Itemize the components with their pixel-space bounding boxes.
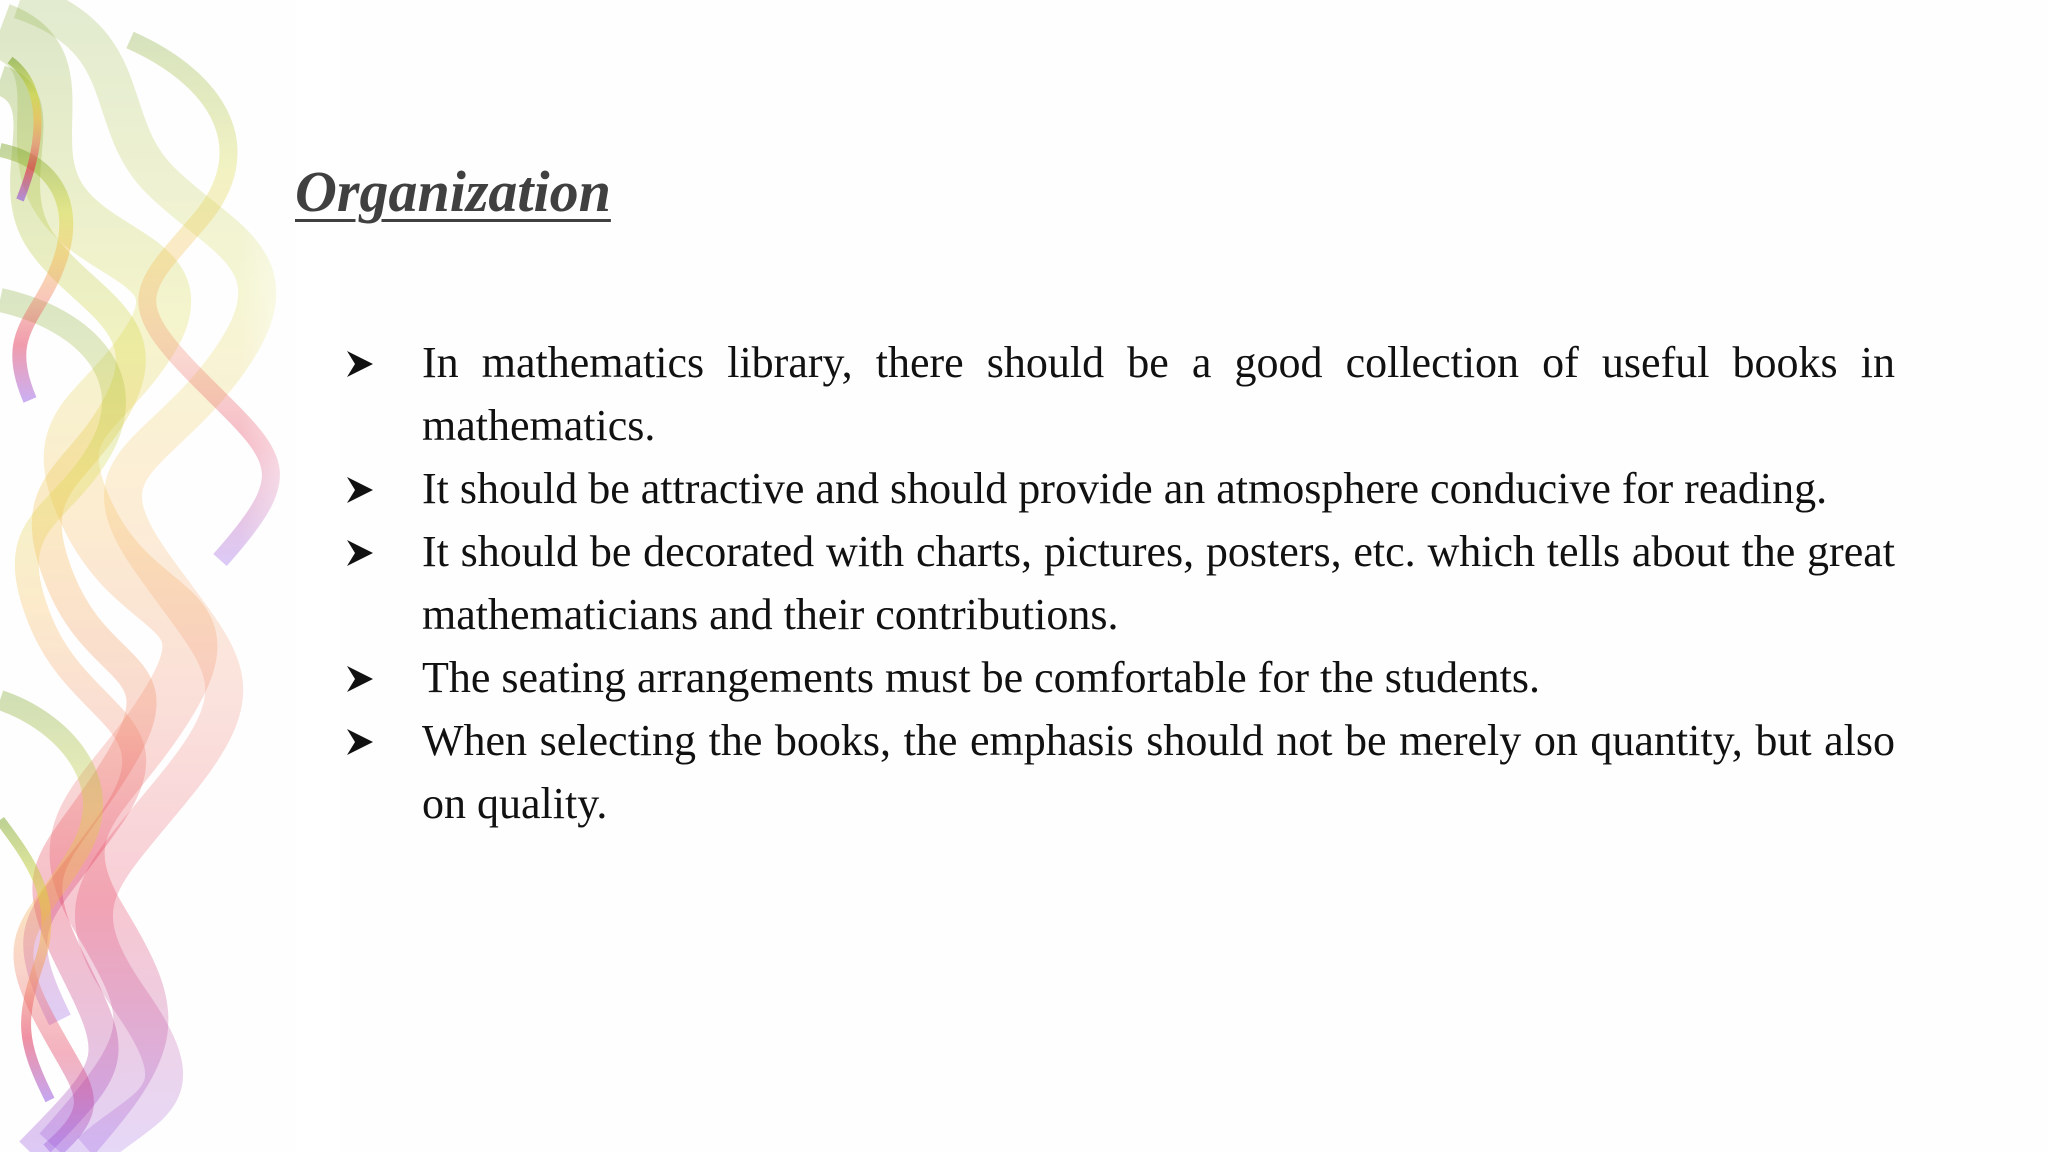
bullet-text: It should be decorated with charts, pictures, posters, etc. which tells about the great mathematicians and their contributions.	[422, 527, 1895, 639]
bullet-item	[345, 520, 1895, 646]
bullet-list	[345, 331, 1895, 835]
bullet-item	[345, 457, 1895, 520]
bullet-item	[345, 646, 1895, 709]
arrowhead-bullet-icon	[345, 538, 375, 568]
bullet-text: It should be attractive and should provide an atmosphere conducive for reading.	[422, 464, 1828, 513]
bullet-item	[345, 709, 1895, 835]
bullet-text: In mathematics library, there should be a good collection of useful books in mathematics.	[422, 338, 1895, 450]
slide-title: Organization	[295, 159, 611, 224]
bullet-text: The seating arrangements must be comfortable for the students.	[422, 653, 1540, 702]
bullet-item	[345, 331, 1895, 457]
smoke-decoration	[0, 0, 340, 1152]
arrowhead-bullet-icon	[345, 475, 375, 505]
arrowhead-bullet-icon	[345, 664, 375, 694]
arrowhead-bullet-icon	[345, 349, 375, 379]
arrowhead-bullet-icon	[345, 727, 375, 757]
bullet-text: When selecting the books, the emphasis should not be merely on quantity, but also on quality.	[422, 716, 1895, 828]
